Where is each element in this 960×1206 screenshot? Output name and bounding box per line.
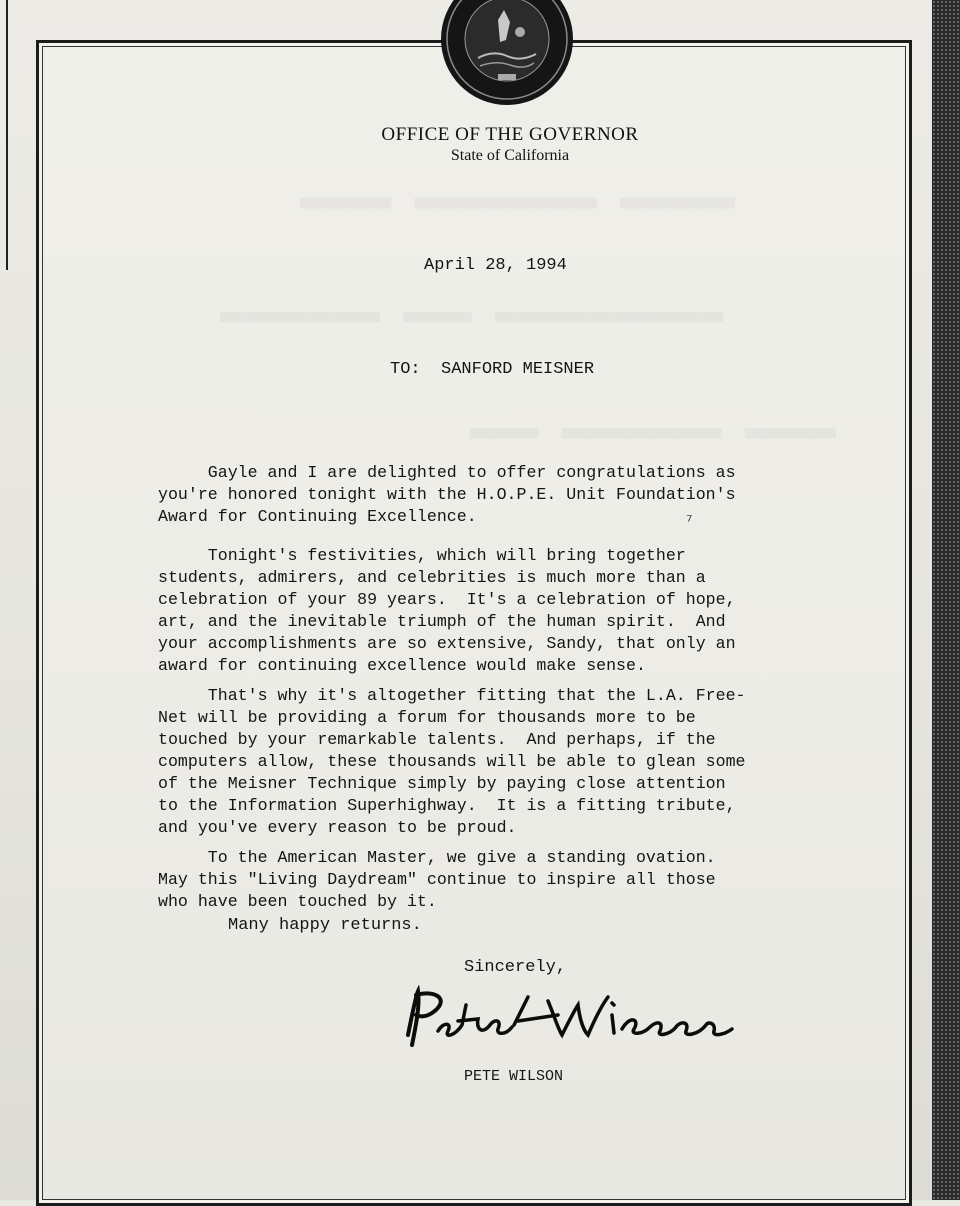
body-paragraph: That's why it's altogether fitting that the L.A. Free- Net will be providing a forum for thousands more to be touched by your remarkable talents. And perhaps, if the computers allow, these thousands will be able to glean some of the Meisner Technique simply by paying close attention to the Information Superhighway. It is a fitting tribute, and you've every reason to be proud.: [158, 686, 746, 837]
body-paragraph: To the American Master, we give a standing ovation. May this "Living Daydream" continue to inspire all those who have been touched by it.: [158, 848, 716, 911]
handwritten-signature: [398, 985, 738, 1060]
state-seal-icon: [438, 0, 576, 108]
sign-off: Sincerely,: [464, 958, 567, 977]
book-spine-edge: [932, 0, 960, 1200]
closing-line: Many happy returns.: [228, 916, 422, 935]
office-subtitle: State of California: [450, 147, 570, 164]
body-paragraph: Tonight's festivities, which will bring together students, admirers, and celebrities is much more than a celebration of your 89 years. It's a celebration of hope, art, and the inevitable triumph of the human spirit. And your accomplishments are so extensive, Sandy, that only an award for continuing excellence would make sense.: [158, 546, 736, 675]
adjacent-page-edge: [0, 0, 8, 270]
letter-date: April 28, 1994: [424, 256, 567, 275]
signer-name: PETE WILSON: [464, 1068, 564, 1085]
recipient-line: TO: SANFORD MEISNER: [390, 360, 595, 379]
office-title: OFFICE OF THE GOVERNOR: [381, 124, 639, 145]
body-paragraph: Gayle and I are delighted to offer congratulations as you're honored tonight with the H.O.P.E. Unit Foundation's Award for Continuing Excellence.: [158, 463, 736, 526]
stray-mark: ⁷: [686, 512, 693, 531]
